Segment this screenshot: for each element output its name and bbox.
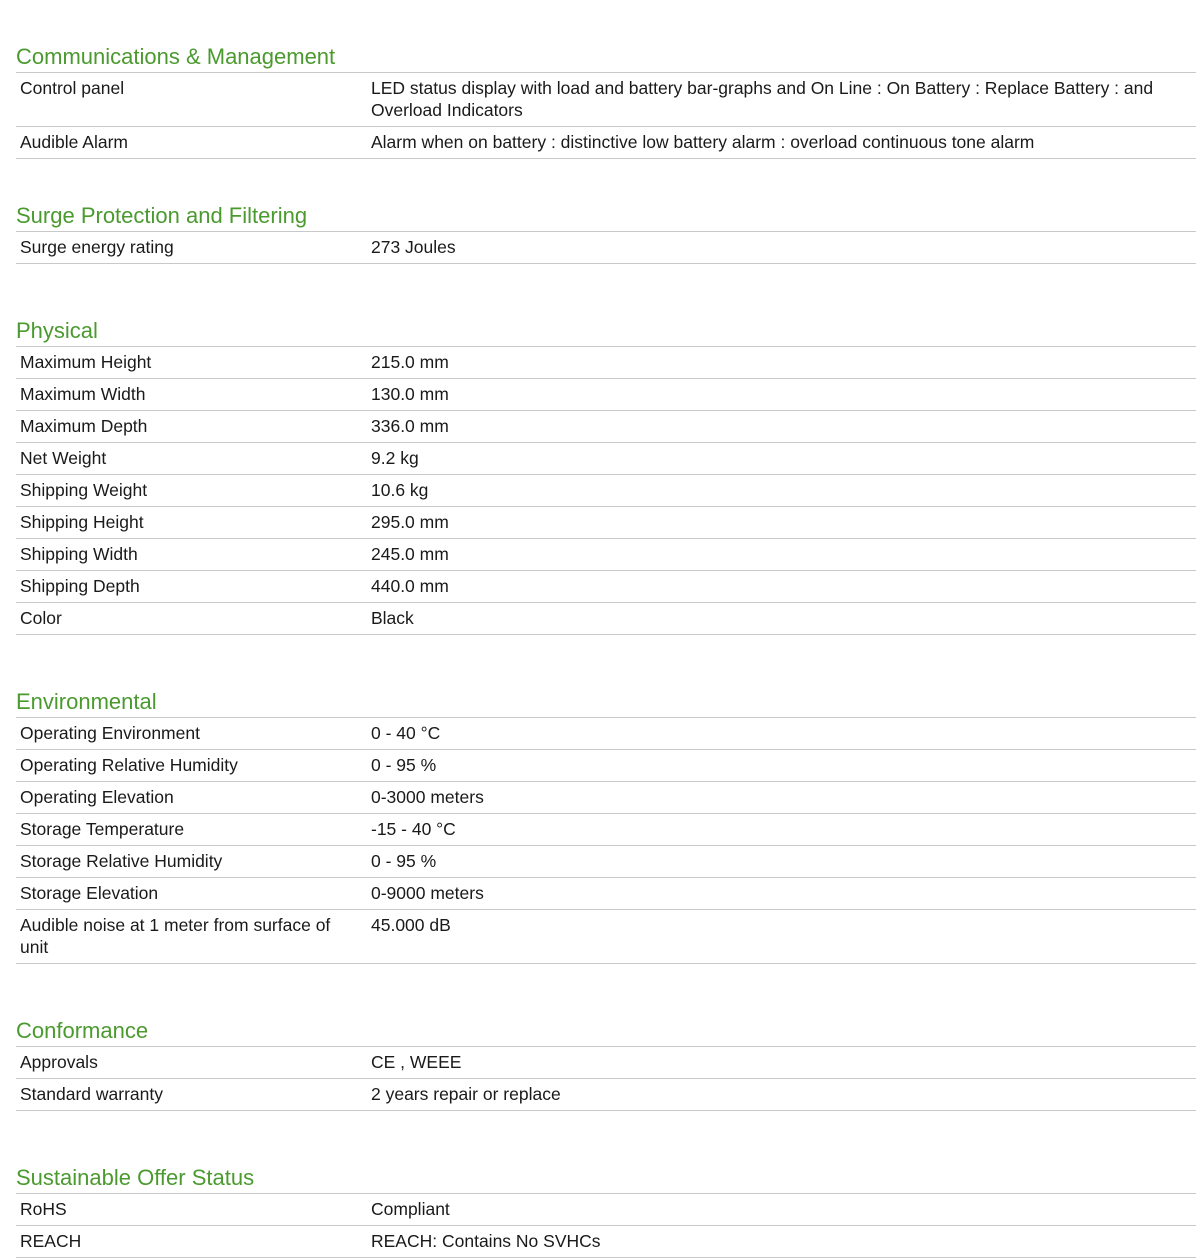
spec-value: 2 years repair or replace: [371, 1084, 561, 1104]
spec-value: 336.0 mm: [371, 416, 449, 436]
spec-label: Operating Environment: [20, 723, 200, 743]
spec-label: Net Weight: [20, 448, 107, 468]
spec-label: RoHS: [20, 1199, 67, 1219]
spec-value: LED status display with load and battery bar-graphs and On Line : On Battery : Replace Battery : and Overload Indicators: [371, 78, 1154, 120]
section-title: Conformance: [16, 1018, 1196, 1047]
spec-value: REACH: Contains No SVHCs: [371, 1231, 601, 1251]
section-title: Environmental: [16, 689, 1196, 718]
spec-row: [16, 1194, 1196, 1226]
spec-row: [16, 571, 1196, 603]
spec-row: [16, 603, 1196, 635]
spec-section: [16, 1111, 1196, 1258]
spec-row: [16, 411, 1196, 443]
spec-row: [16, 507, 1196, 539]
section-title: Communications & Management: [16, 44, 1196, 73]
spec-value: -15 - 40 °C: [371, 819, 456, 839]
spec-value: Compliant: [371, 1199, 450, 1219]
spec-value: 0 - 95 %: [371, 851, 437, 871]
section-title: Physical: [16, 318, 1196, 347]
spec-value: 273 Joules: [371, 237, 456, 257]
spec-value: 10.6 kg: [371, 480, 429, 500]
spec-label: Operating Relative Humidity: [20, 755, 238, 775]
spec-label: Shipping Height: [20, 512, 144, 532]
spec-label: Control panel: [20, 78, 125, 98]
spec-section: [16, 964, 1196, 1111]
spec-value: 0 - 40 °C: [371, 723, 441, 743]
section-title: Sustainable Offer Status: [16, 1165, 1196, 1194]
spec-value: 0-9000 meters: [371, 883, 484, 903]
spec-section: [16, 0, 1196, 159]
spec-value: 0 - 95 %: [371, 755, 437, 775]
spec-section: [16, 635, 1196, 964]
spec-row: [16, 1226, 1196, 1258]
spec-row: [16, 1047, 1196, 1079]
spec-row: [16, 232, 1196, 264]
spec-row: [16, 1079, 1196, 1111]
spec-value: 45.000 dB: [371, 915, 451, 935]
spec-label: Shipping Weight: [20, 480, 148, 500]
spec-row: [16, 846, 1196, 878]
spec-row: [16, 718, 1196, 750]
spec-label: Audible Alarm: [20, 132, 128, 152]
spec-value: CE , WEEE: [371, 1052, 462, 1072]
spec-row: [16, 443, 1196, 475]
spec-label: Standard warranty: [20, 1084, 163, 1104]
spec-value: 295.0 mm: [371, 512, 449, 532]
spec-label: Maximum Depth: [20, 416, 148, 436]
spec-value: 440.0 mm: [371, 576, 449, 596]
spec-value: 9.2 kg: [371, 448, 419, 468]
spec-row: [16, 910, 1196, 964]
spec-label: Color: [20, 608, 62, 628]
spec-row: [16, 750, 1196, 782]
section-title: Surge Protection and Filtering: [16, 203, 1196, 232]
spec-label: Maximum Height: [20, 352, 152, 372]
spec-row: [16, 475, 1196, 507]
spec-value: 245.0 mm: [371, 544, 449, 564]
spec-label: Approvals: [20, 1052, 98, 1072]
spec-label: Storage Relative Humidity: [20, 851, 223, 871]
spec-label: Maximum Width: [20, 384, 146, 404]
spec-row: [16, 782, 1196, 814]
spec-label: Operating Elevation: [20, 787, 174, 807]
spec-row: [16, 539, 1196, 571]
spec-row: [16, 73, 1196, 127]
spec-label: Audible noise at 1 meter from surface of unit: [20, 915, 331, 957]
spec-label: Shipping Depth: [20, 576, 140, 596]
spec-value: Black: [371, 608, 414, 628]
spec-row: [16, 379, 1196, 411]
spec-label: Shipping Width: [20, 544, 138, 564]
spec-row: [16, 347, 1196, 379]
spec-row: [16, 127, 1196, 159]
spec-label: Storage Elevation: [20, 883, 159, 903]
spec-label: Storage Temperature: [20, 819, 185, 839]
spec-value: 215.0 mm: [371, 352, 449, 372]
spec-row: [16, 878, 1196, 910]
spec-label: Surge energy rating: [20, 237, 174, 257]
spec-value: 130.0 mm: [371, 384, 449, 404]
spec-label: REACH: [20, 1231, 82, 1251]
spec-section: [16, 264, 1196, 635]
spec-value: Alarm when on battery : distinctive low battery alarm : overload continuous tone alarm: [371, 132, 1035, 152]
spec-value: 0-3000 meters: [371, 787, 484, 807]
spec-section: [16, 159, 1196, 264]
spec-row: [16, 814, 1196, 846]
